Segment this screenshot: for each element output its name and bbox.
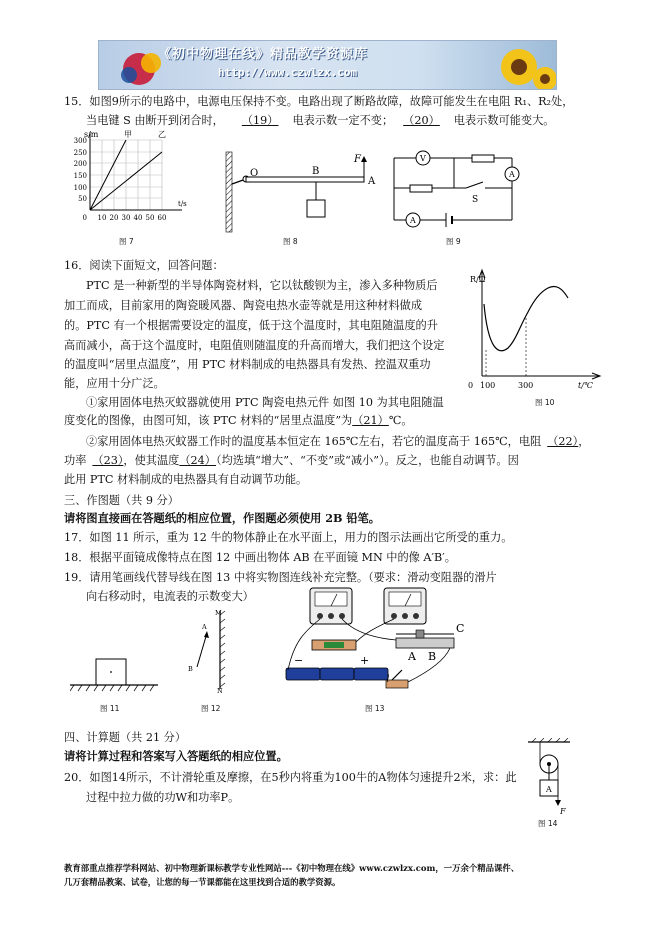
fig7-ytick: 150: [73, 172, 87, 180]
fig8-label-a: A: [368, 176, 376, 187]
fig11-caption: 图 11: [100, 704, 120, 713]
fig7-ytick: 250: [73, 149, 87, 157]
q16-p1-line: 的。PTC 有一个根据需要设定的温度，低于这个温度时，其电阻随温度的升: [64, 319, 438, 332]
q16-p1-line: 加工而成，目前家用的陶瓷暖风器、陶瓷电热水壶等就是用这种材料做成: [64, 299, 423, 312]
footer-line1: 教育部重点推荐学科网站、初中物理新课标教学专业性网站---《初中物理在线》www.czwlzx.com，一万余个精品课件、: [64, 863, 520, 873]
fig7-xtick: 40: [133, 214, 143, 222]
q15-text-b: 电表示数一定不变；: [292, 114, 394, 127]
banner-title: 《初中物理在线》精品教学资源库: [158, 47, 369, 62]
fig7-xlabel: t/s: [178, 200, 187, 208]
q16-p3-text: 功率: [64, 454, 87, 467]
fig7-series-a: 甲: [124, 130, 132, 139]
fig9-caption: 图 9: [446, 237, 461, 246]
fig12-caption: 图 12: [201, 704, 221, 713]
fig7-ytick: 100: [73, 184, 87, 192]
fig13-label-b: B: [428, 650, 437, 663]
fig10-tick-100: 100: [480, 381, 496, 390]
figure-10-ptc-curve: [460, 268, 610, 394]
footer-line2: 几万套精品教案、试卷，让您的每一节课都能在这里找到合适的教学资源。: [64, 877, 341, 887]
figure-12-mirror: [180, 605, 240, 697]
slide-rheostat: [396, 638, 454, 648]
fig8-label-b: B: [312, 166, 320, 177]
q16-p1-line: 能，应用十分广泛。: [64, 377, 165, 390]
fig10-tick-300: 300: [518, 381, 534, 390]
q16-p1-line: PTC 是一种新型的半导体陶瓷材料，它以钛酸钡为主，渗入多种物质后: [86, 279, 438, 292]
blank-20: （20）: [403, 114, 440, 127]
fig7-series-b: 乙: [158, 130, 166, 139]
q16-p2-line2: [64, 413, 413, 428]
q16-p2-text: 度变化的图像，由图可知，该 PTC 材料的“居里点温度”为: [64, 414, 353, 427]
q19-line1: 19．请用笔画线代替导线在图 13 中将实物图连线补充完整。（要求：滑动变阻器的滑片: [64, 571, 497, 584]
q16-p2-suffix: ℃。: [388, 414, 413, 427]
fig12-label-m: M: [215, 609, 222, 617]
fig10-origin: 0: [468, 381, 474, 390]
fig13-minus: −: [294, 654, 304, 667]
figure-11-block: [70, 655, 160, 695]
weight-block: [307, 200, 325, 217]
fig9-switch-label: S: [472, 195, 479, 205]
q16-p3-text: （均选填“增大”、“不变”或“减小”）。反之，也能自动调节。因: [215, 454, 519, 467]
fig9-ammeter-2: A: [410, 216, 416, 225]
battery-cell: [320, 668, 354, 680]
fig10-ylabel: R/Ω: [470, 275, 486, 284]
figure-9-circuit: [388, 146, 528, 234]
fig13-label-c: C: [456, 622, 465, 635]
fig10-xlabel: t/℃: [578, 381, 593, 390]
fig10-caption: 图 10: [535, 398, 555, 407]
q15-text-a: 当电键 S 由断开到闭合时，: [86, 114, 224, 127]
fig8-caption: 图 8: [283, 237, 298, 246]
section3-instruction: 请将图直接画在答题纸的相应位置，作图题必须使用 2B 铅笔。: [64, 511, 380, 525]
fig7-ytick: 300: [73, 137, 87, 145]
q16-p3-text: ，使其温度: [123, 454, 180, 467]
fig7-ytick: 200: [73, 160, 87, 168]
battery-cell: [354, 668, 388, 680]
figure-7-st-graph: [72, 128, 200, 230]
battery-cell: [286, 668, 320, 680]
blank-24: （24）: [179, 454, 216, 467]
blank-19: （19）: [241, 114, 279, 127]
fig7-xtick: 30: [121, 214, 131, 222]
q17-text: 17．如图 11 所示，重为 12 牛的物体静止在水平面上，用力的图示法画出它所受的重力。: [64, 531, 513, 544]
fig12-label-n: N: [217, 687, 223, 695]
section4-instruction: 请将计算过程和答案写入答题纸的相应位置。: [64, 749, 288, 763]
fig7-xtick: 60: [157, 214, 167, 222]
logo-circle-blue: [121, 67, 137, 83]
q15-text-c: 电表示数可能变大。: [453, 114, 555, 127]
q16-p3-line1: [86, 434, 589, 449]
q15-line1: 15．如图9所示的电路中，电源电压保持不变。电路出现了断路故障，故障可能发生在电阻 R₁、R₂处，: [64, 95, 574, 108]
q16-p1-line: 的温度叫“居里点温度”，用 PTC 材料制成的电热器具有发热、控温双重功: [64, 358, 431, 371]
fig13-label-a: A: [408, 650, 416, 663]
fig7-caption: 图 7: [119, 237, 134, 246]
fig14-label-f: F: [560, 807, 566, 816]
lever-bar: [246, 177, 364, 182]
q16-p1-line: 高而减小，高于这个温度时，电阻值则随温度的升高而增大，我们把这个设定: [64, 339, 445, 352]
fig12-label-a: A: [202, 623, 207, 631]
switch-device: [386, 680, 408, 688]
banner-url: http://www.czwlzx.com: [218, 66, 358, 79]
q16-p3-text: ②家用固体电热灭蚊器工作时的温度基本恒定在 165℃左右，若它的温度高于 165℃，电阻: [86, 435, 542, 448]
q20-line2: 过程中拉力做的功W和功率P。: [86, 791, 240, 804]
q19-line2: 向右移动时，电流表的示数变大）: [86, 590, 254, 603]
q16-p2-line1: ①家用固体电热灭蚊器就使用 PTC 陶瓷电热元件 如图 10 为其电阻随温: [86, 396, 444, 409]
q20-line1: 20．如图14所示，不计滑轮重及摩擦，在5秒内将重为100牛的A物体匀速提升2米，求：此: [64, 771, 517, 784]
q16-p3-comma: ，: [578, 435, 590, 448]
fig8-label-f: F: [354, 154, 361, 165]
q16-p3-line3: 此用 PTC 材料制成的电热器具有自动调节功能。: [64, 473, 308, 486]
fig14-label-a: A: [546, 785, 552, 794]
q16-p3-line2: [64, 453, 519, 468]
fig7-xtick: 20: [109, 214, 119, 222]
section4-heading: 四、计算题（共 21 分）: [64, 731, 187, 744]
fig12-label-b: B: [188, 665, 193, 673]
fig9-ammeter-1: A: [509, 170, 515, 179]
blank-21: （21）: [352, 414, 389, 427]
fig13-caption: 图 13: [365, 704, 385, 713]
fig14-caption: 图 14: [538, 819, 558, 828]
fig7-ytick: 0: [82, 214, 87, 222]
fig13-plus: +: [360, 654, 370, 667]
figure-8-lever: [222, 148, 382, 234]
q16-intro: 16．阅读下面短文，回答问题：: [64, 259, 224, 272]
object-ab: [197, 633, 207, 667]
fig9-voltmeter: V: [420, 154, 426, 163]
fig7-ytick: 50: [78, 195, 87, 203]
section3-heading: 三、作图题（共 9 分）: [64, 494, 179, 507]
blank-23: （23）: [92, 454, 124, 467]
fig7-ylabel: s/m: [84, 130, 99, 139]
figure-13-apparatus: [274, 582, 474, 694]
figure-14-pulley: [524, 738, 584, 818]
fig8-label-o: O: [250, 168, 259, 179]
blank-22: （22）: [547, 435, 579, 448]
fig7-xtick: 10: [97, 214, 107, 222]
q15-line2: [86, 113, 555, 128]
fig7-xtick: 50: [145, 214, 155, 222]
q18-text: 18．根据平面镜成像特点在图 12 中画出物体 AB 在平面镜 MN 中的像 A′B′。: [64, 551, 456, 564]
